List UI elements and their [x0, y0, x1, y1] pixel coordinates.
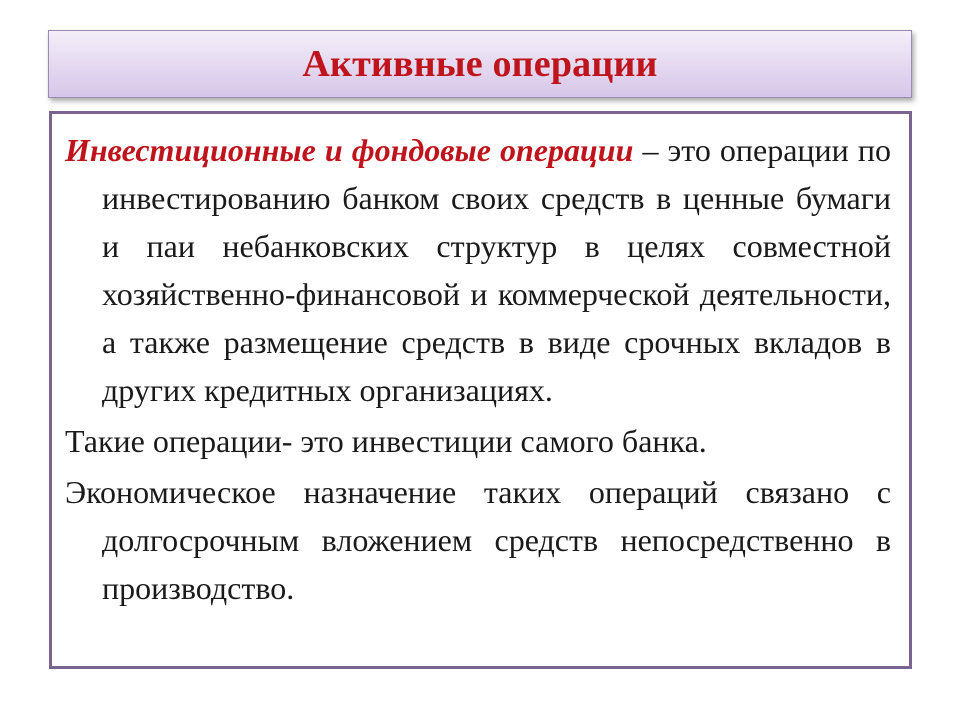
definition-text: – это операции по инвестированию банком своих средств в ценные бумаги и паи небанковских структур в целях совместной хозяйственно-финансовой и коммерческой деятельности, а также размещение средств в виде срочных вкладов в других кредитных организациях.: [102, 132, 892, 408]
paragraph-purpose: [65, 468, 891, 612]
slide-title: Активные операции: [302, 43, 658, 85]
paragraph-definition: [65, 126, 891, 414]
purpose-text: Экономическое назначение таких операций связано с долгосрочным вложением средств непосредственно в производство.: [65, 474, 891, 606]
content-box: [49, 111, 912, 669]
definition-term: Инвестиционные и фондовые операции: [65, 132, 634, 168]
paragraph-investments: [65, 417, 891, 465]
investments-text: Такие операции- это инвестиции самого банка.: [65, 423, 707, 459]
title-banner: [48, 30, 912, 98]
